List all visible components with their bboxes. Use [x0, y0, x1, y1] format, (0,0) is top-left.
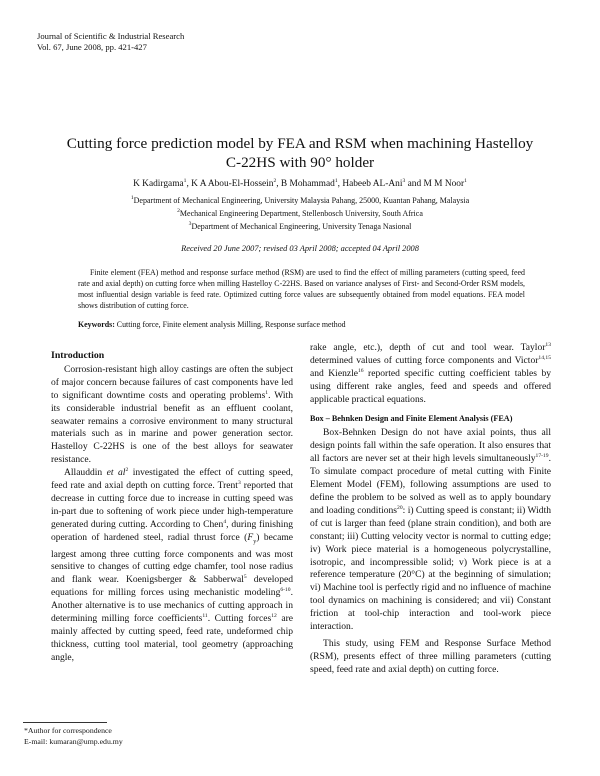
citation: 4	[223, 518, 227, 525]
keywords	[78, 320, 525, 329]
section-heading-box-behnken: Box – Behnken Design and Finite Element Analysis (FEA)	[310, 413, 513, 423]
keywords-text: Cutting force, Finite element analysis Milling, Response surface method	[114, 320, 346, 329]
text: . Another alternative is to use mechanics of cutting approach in determining milling force coefficients	[51, 587, 293, 625]
aff-mark: 1	[464, 178, 467, 184]
citation: 1	[265, 389, 269, 396]
citation: 14,15	[538, 354, 551, 361]
intro-paragraph-1	[51, 364, 293, 467]
affiliation-3	[40, 222, 560, 232]
text: and Kienzle	[310, 367, 358, 379]
right-paragraph-2: This study, using FEM and Response Surface Method (RSM), presents effect of three milling parameters (cutting speed, feed rate and axial depth) on cutting force.	[310, 637, 551, 675]
text: ) became largest among three cutting force components and was most sensitive to changes of cutting edge chamfer, tool nose radius and flank wear. Koenigsberger & Sabberwal	[51, 531, 294, 586]
citation: 12	[271, 613, 277, 620]
aff-mark: 3	[188, 221, 192, 227]
author-sep: ,	[337, 179, 343, 189]
text: y	[253, 538, 257, 545]
paper-title-line2: C-22HS with 90° holder	[225, 154, 375, 171]
text: : i) Cutting speed is constant; ii) Width of cut is larger than feed (plane strain condition), and both are constant; iii) Cutting velocity vector is normal to cutting edge; iv) Work piece material is a homogeneous polycrystalline, isotropic, and incompressible solid; v) Work piece is at a reference temperature (20°C) at the beginning of simulation; vi) Machine tool is perfectly rigid and no influence of machine tool dynamics on machining is considered; and vii) Constant friction at tool-chip interaction and tool-work piece interaction.	[310, 504, 551, 633]
section-heading-introduction: Introduction	[51, 350, 105, 361]
footnote-email: E-mail: kumaran@ump.edu.my	[24, 736, 123, 746]
citation: 2	[125, 467, 129, 474]
text: , during finishing operation of hardened steel, radial thrust force (	[51, 518, 293, 543]
citation: 20	[397, 504, 403, 511]
text: reported that decrease in cutting force due to increase in cutting speed was in-part due to softening of work piece under high-temperature generated during cutting. According to Chen	[51, 480, 293, 530]
citation: 6-10	[280, 587, 291, 594]
author-3: B Mohammad	[280, 179, 335, 189]
text: reported specific cutting coefficient tables by using different rake angles, feed and speeds and offered applicable practical equations.	[310, 367, 551, 405]
author-sep: ,	[276, 179, 281, 189]
right-column	[310, 342, 551, 677]
text: determined values of cutting force components and Victor	[310, 354, 539, 366]
text: Corrosion-resistant high alloy castings are often the subject of major concern because failures of cast components have led to significant downtime costs and operating problems	[51, 363, 293, 401]
footnote	[24, 726, 123, 747]
text: developed equations for milling forces using mechanistic modeling	[51, 574, 293, 599]
text: are mainly affected by cutting speed, feed rate, undeformed chip thickness, cutting tool material, tool geometry (approaching angle,	[51, 613, 293, 663]
author-and: and	[405, 179, 424, 189]
text: investigated the effect of cutting speed, feed rate and axial depth on cutting force. Trent	[51, 467, 293, 492]
aff-mark: 1	[130, 195, 134, 201]
citation: 3	[237, 480, 241, 487]
affiliation-text: Department of Mechanical Engineering, University Malaysia Pahang, 25000, Kuantan Pahang, Malaysia	[133, 196, 470, 205]
journal-name: Journal of Scientific & Industrial Research	[37, 31, 185, 41]
aff-mark: 1	[183, 178, 187, 184]
text: et al	[106, 467, 126, 479]
aff-mark: 2	[177, 208, 180, 214]
author-sep: ,	[186, 179, 192, 189]
abstract: Finite element (FEA) method and response surface method (RSM) are used to find the effect of milling parameters (cutting speed, feed rate and axial depth) on cutting force when milling Hastelloy C-22HS. Based on variance analyses of First- and Second-Order RSM models, most influential design variable is feed rate. Optimized cutting force values are subsequently obtained from model equations. FEA model shows distribution of cutting force.	[78, 268, 525, 311]
author-list	[40, 178, 560, 190]
citation: 5	[243, 574, 247, 581]
text: F	[247, 531, 254, 543]
left-column	[51, 347, 293, 665]
text: Allauddin	[64, 467, 107, 479]
citation: 17-19	[535, 453, 549, 460]
intro-paragraph-2	[51, 467, 293, 665]
text: Box-Behnken Design do not have axial points, thus all design points fall within the safe operation. It also ensures that all factors are never set at their high levels simultaneously	[310, 427, 551, 465]
author-1: K Kadirgama	[133, 179, 184, 189]
author-2: K A Abou-El-Hossein	[191, 179, 274, 189]
journal-header	[37, 31, 184, 53]
affiliation-2	[40, 209, 560, 219]
affiliation-text: Department of Mechanical Engineering, University Tenaga Nasional	[191, 222, 412, 231]
aff-mark: 1	[334, 178, 338, 184]
aff-mark: 3	[402, 178, 406, 184]
right-paragraph-0	[310, 342, 551, 407]
paper-title	[40, 134, 560, 172]
keywords-label: Keywords:	[78, 320, 115, 329]
text: rake angle, etc.), depth of cut and tool wear. Taylor	[310, 342, 546, 353]
text: . With its considerable industrial benefit as an effluent coolant, seawater remains a corrosive environment to many structural materials such as in marine and power generation sector. Hastelloy C-22HS is one of the best alloys for seawater resistance.	[51, 389, 293, 466]
citation: 11	[202, 613, 208, 620]
footnote-divider	[23, 722, 107, 723]
affiliation-text: Mechanical Engineering Department, Stellenbosch University, South Africa	[179, 209, 423, 218]
citation: 13	[545, 342, 551, 348]
right-paragraph-1	[310, 427, 551, 634]
author-4: Habeeb AL-Ani	[342, 179, 403, 189]
affiliation-1	[40, 196, 560, 206]
aff-mark: 2	[273, 178, 277, 184]
footnote-author: *Author for correspondence	[24, 726, 112, 735]
citation: 16	[357, 367, 364, 374]
paper-title-line1: Cutting force prediction model by FEA and RSM when machining Hastelloy	[66, 135, 534, 152]
author-5: M M Noor	[423, 179, 465, 189]
text: . To simulate compact procedure of metal cutting with Finite Element Model (FEM), following assumptions are used to define the problem to be solved as well as to apply boundary and loading conditions	[310, 453, 551, 516]
journal-volume: Vol. 67, June 2008, pp. 421-427	[37, 42, 147, 52]
text: . Cutting forces	[207, 613, 272, 625]
received-dates: Received 20 June 2007; revised 03 April 2008; accepted 04 April 2008	[181, 244, 419, 253]
